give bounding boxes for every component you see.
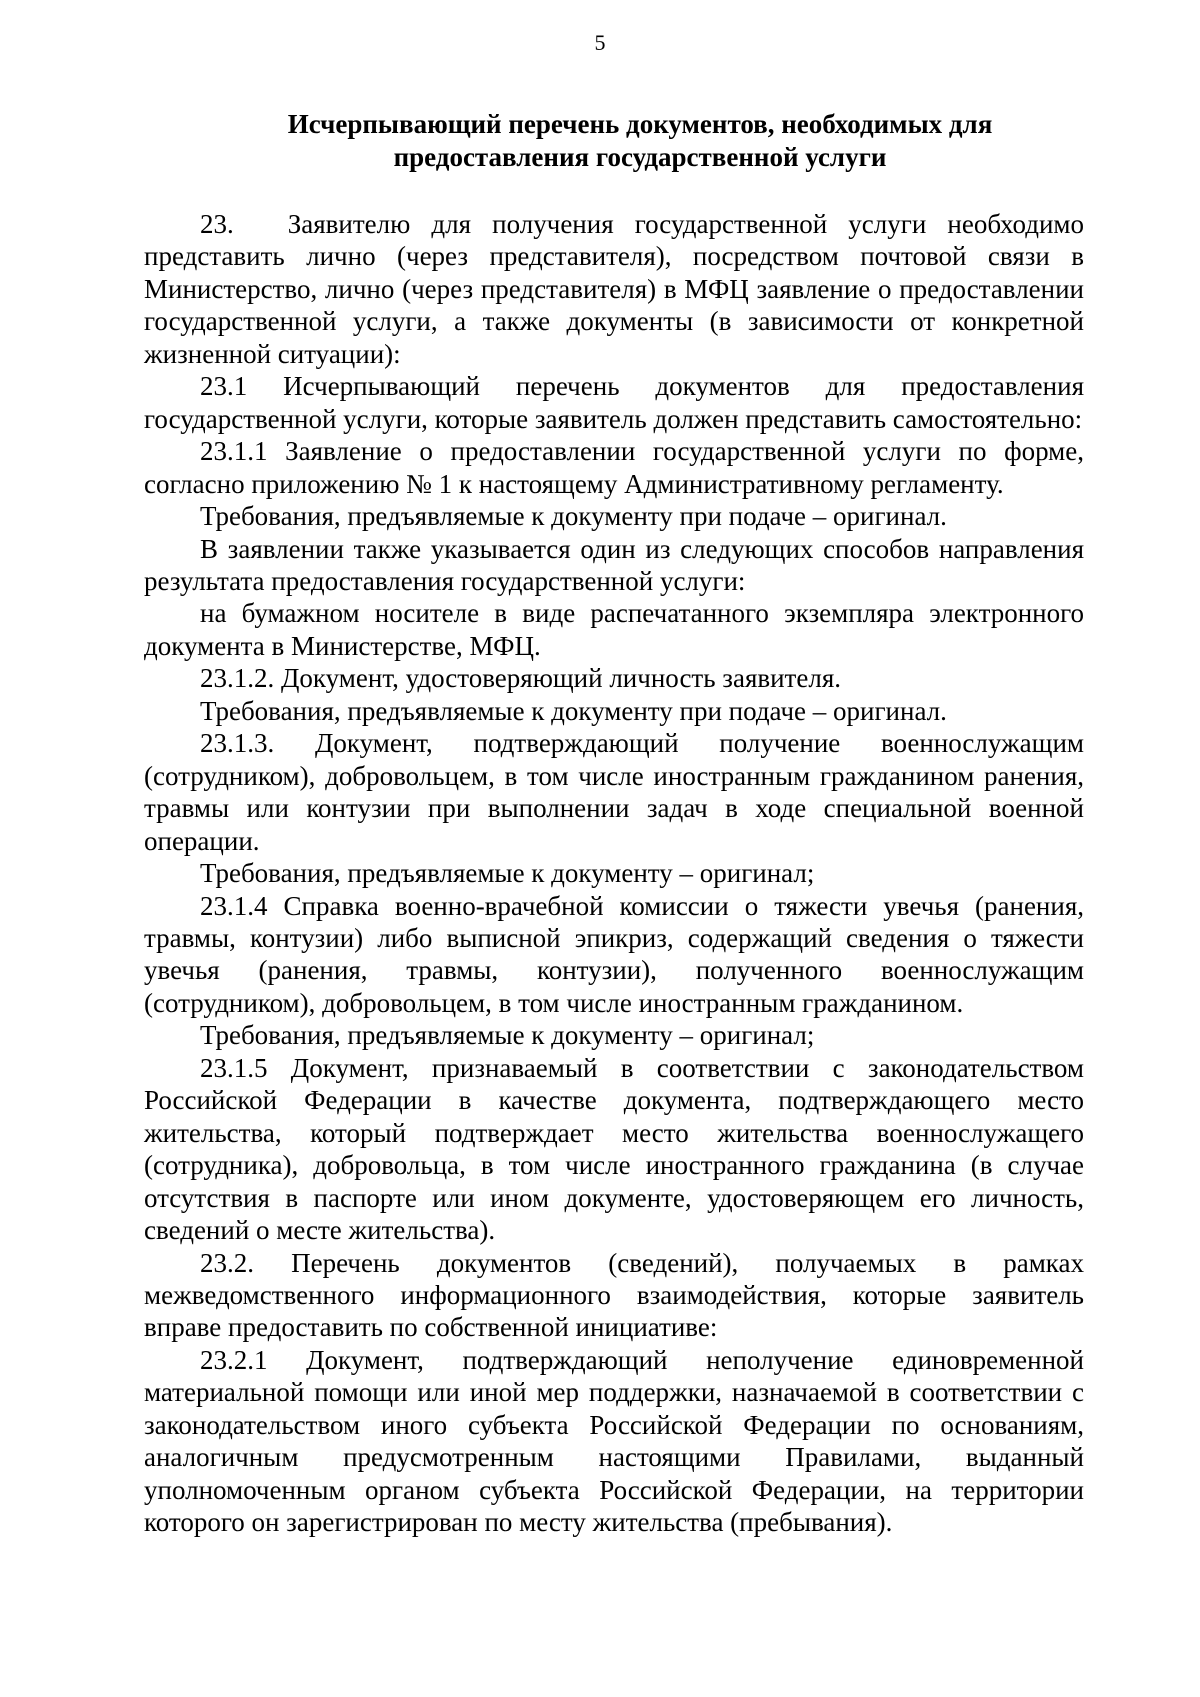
paragraph-23-1-1: 23.1.1 Заявление о предоставлении государственной услуги по форме, согласно приложению № 1 к настоящему Административному регламенту. <box>144 436 1084 499</box>
paragraph-23-1: 23.1 Исчерпывающий перечень документов для предоставления государственной услуги, которые заявитель должен представить самостоятельно: <box>144 371 1084 434</box>
paragraph-23-1-5: 23.1.5 Документ, признаваемый в соответствии с законодательством Российской Федерации в качестве документа, подтверждающего место жительства, который подтверждает место жительства военнослужащего (сотрудника), добровольца, в том числе иностранного гражданина (в случае отсутствия в паспорте или ином документе, удостоверяющем его личность, сведений о месте жительства). <box>144 1052 1084 1246</box>
paragraph-requirements: Требования, предъявляемые к документу – оригинал; <box>200 858 815 889</box>
paragraph-23-1-2: 23.1.2. Документ, удостоверяющий личность заявителя. <box>200 663 841 694</box>
paragraph-23: 23. Заявителю для получения государственной услуги необходимо представить лично (через представителя), посредством почтовой связи в Министерство, лично (через представителя) в МФЦ заявление о предоставлении государственной услуги, а также документы (в зависимости от конкретной жизненной ситуации): <box>144 209 1084 369</box>
paragraph-23-1-3: 23.1.3. Документ, подтверждающий получение военнослужащим (сотрудником), добровольцем, в том числе иностранным гражданином ранения, травмы или контузии при выполнении задач в ходе специальной военной операции. <box>144 728 1084 856</box>
paragraph-paper-copy: на бумажном носителе в виде распечатанного экземпляра электронного документа в Министерстве, МФЦ. <box>144 598 1084 661</box>
paragraph-requirements: Требования, предъявляемые к документу при подаче – оригинал. <box>200 501 947 532</box>
section-title-line-1: Исчерпывающий перечень документов, необходимых для <box>287 109 993 139</box>
paragraph-23-2-1: 23.2.1 Документ, подтверждающий неполучение единовременной материальной помощи или иной мер поддержки, назначаемой в соответствии с законодательством иного субъекта Российской Федерации по основаниям, аналогичным предусмотренным настоящими Правилами, выданный уполномоченным органом субъекта Российской Федерации, на территории которого он зарегистрирован по месту жительства (пребывания). <box>144 1344 1084 1538</box>
paragraph-requirements: Требования, предъявляемые к документу при подаче – оригинал. <box>200 695 947 726</box>
paragraph-23-1-4: 23.1.4 Справка военно-врачебной комиссии о тяжести увечья (ранения, травмы, контузии) либо выписной эпикриз, содержащий сведения о тяжести увечья (ранения, травмы, контузии), полученного военнослужащим (сотрудником), добровольцем, в том числе иностранным гражданином. <box>144 890 1084 1018</box>
paragraph-delivery-method: В заявлении также указывается один из следующих способов направления результата предоставления государственной услуги: <box>144 533 1084 596</box>
document-body <box>144 208 1084 1539</box>
page-number: 5 <box>594 30 606 55</box>
section-title-line-2: предоставления государственной услуги <box>393 142 887 172</box>
section-title <box>240 108 1040 174</box>
paragraph-requirements: Требования, предъявляемые к документу – оригинал; <box>200 1020 815 1051</box>
paragraph-23-2: 23.2. Перечень документов (сведений), получаемых в рамках межведомственного информационного взаимодействия, которые заявитель вправе предоставить по собственной инициативе: <box>144 1247 1084 1343</box>
